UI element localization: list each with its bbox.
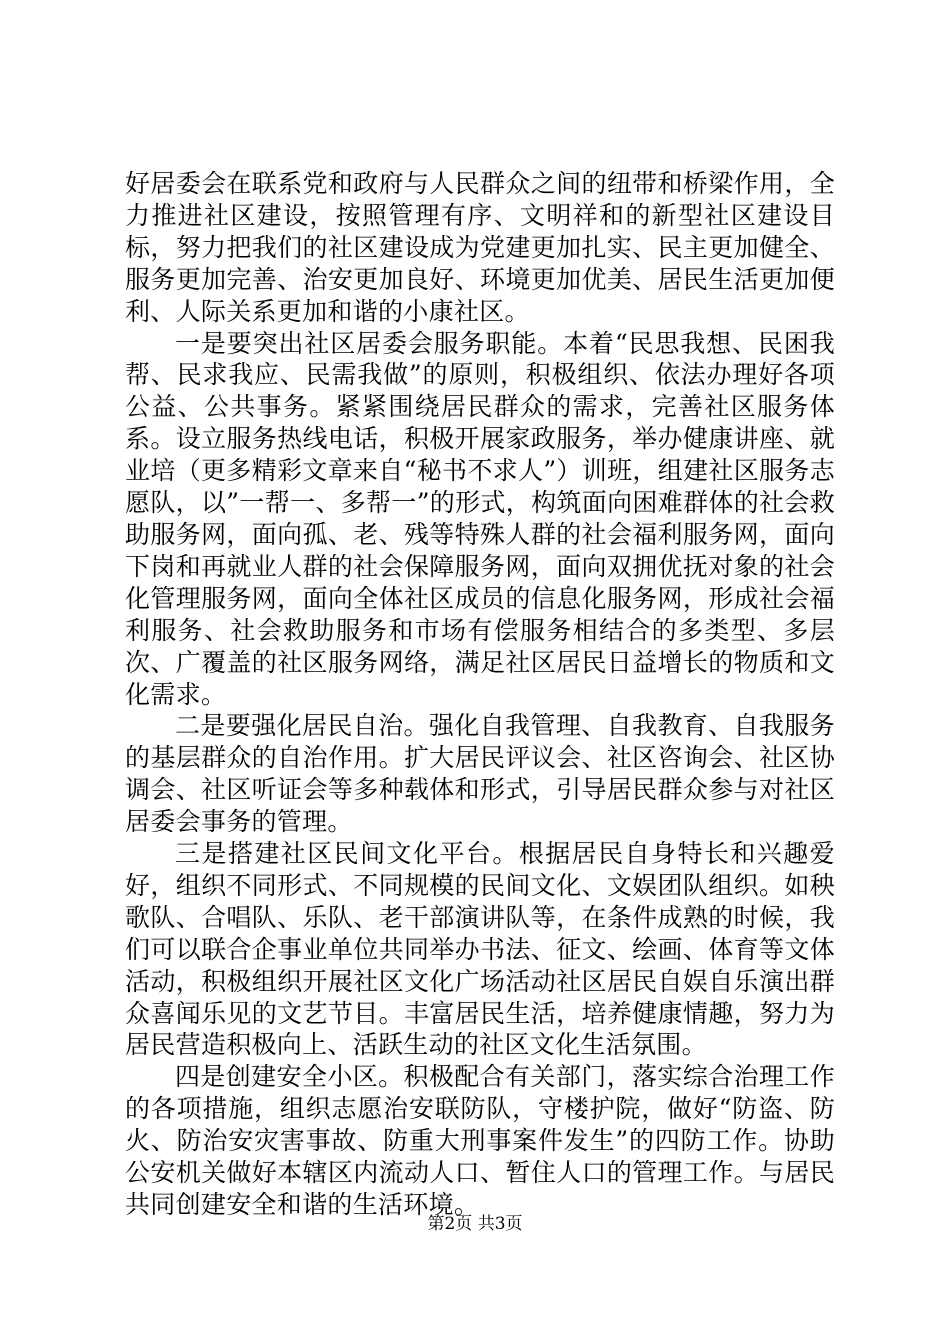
page-number-footer: 第2页 共3页 (427, 1214, 523, 1234)
paragraph-safe-community: 四是创建安全小区。积极配合有关部门，落实综合治理工作的各项措施，组织志愿治安联防队，守楼护院，做好“防盗、防火、防治安灾害事故、防重大刑事案件发生”的四防工作。协助公安机关做好本辖区内流动人口、暂住人口的管理工作。与居民共同创建安全和谐的生活环境。 (125, 1062, 835, 1219)
paragraph-continuation: 好居委会在联系党和政府与人民群众之间的纽带和桥梁作用，全力推进社区建设，按照管理有序、文明祥和的新型社区建设目标，努力把我们的社区建设成为党建更加扎实、民主更加健全、服务更加完善、治安更加良好、环境更加优美、居民生活更加便利、人际关系更加和谐的小康社区。 (125, 169, 835, 326)
paragraph-service-functions: 一是要突出社区居委会服务职能。本着“民思我想、民困我帮、民求我应、民需我做”的原则，积极组织、依法办理好各项公益、公共事务。紧紧围绕居民群众的需求，完善社区服务体系。设立服务热线电话，积极开展家政服务，举办健康讲座、就业培（更多精彩文章来自“秘书不求人”）训班，组建社区服务志愿队，以”一帮一、多帮一”的形式，构筑面向困难群体的社会救助服务网，面向孤、老、残等特殊人群的社会福利服务网，面向下岗和再就业人群的社会保障服务网，面向双拥优抚对象的社会化管理服务网，面向全体社区成员的信息化服务网，形成社会福利服务、社会救助服务和市场有偿服务相结合的多类型、多层次、广覆盖的社区服务网络，满足社区居民日益增长的物质和文化需求。 (125, 328, 835, 709)
document-body (125, 168, 835, 1221)
paragraph-resident-autonomy: 二是要强化居民自治。强化自我管理、自我教育、自我服务的基层群众的自治作用。扩大居民评议会、社区咨询会、社区协调会、社区听证会等多种载体和形式，引导居民群众参与对社区居委会事务的管理。 (125, 711, 835, 837)
paragraph-cultural-platform: 三是搭建社区民间文化平台。根据居民自身特长和兴趣爱好，组织不同形式、不同规模的民间文化、文娱团队组织。如秧歌队、合唱队、乐队、老干部演讲队等，在条件成熟的时候，我们可以联合企事业单位共同举办书法、征文、绘画、体育等文体活动，积极组织开展社区文化广场活动社区居民自娱自乐演出群众喜闻乐见的文艺节目。丰富居民生活，培养健康情趣，努力为居民营造积极向上、活跃生动的社区文化生活氛围。 (125, 839, 835, 1060)
